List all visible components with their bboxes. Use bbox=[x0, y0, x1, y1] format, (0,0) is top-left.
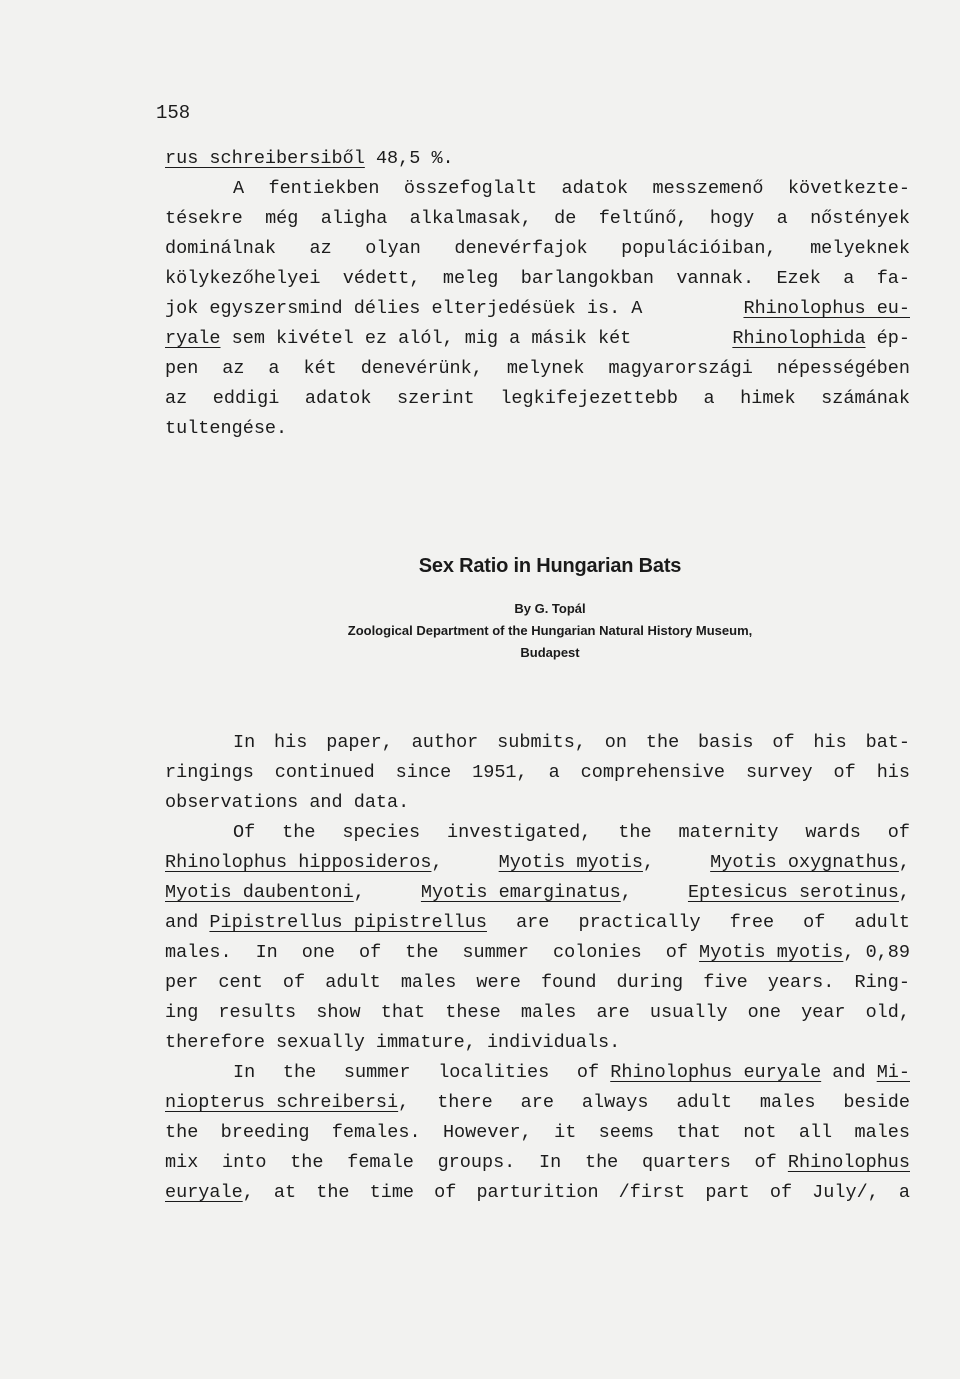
text-line: tésekre még aligha alkalmasak, de feltűnő, hogy a nőstények bbox=[165, 208, 910, 229]
article-city: Budapest bbox=[520, 645, 580, 660]
text-line: ringings continued since 1951, a comprehensive survey of his bbox=[165, 762, 910, 783]
text-line: Myotis daubentoni, Myotis emarginatus, Eptesicus serotinus, bbox=[165, 882, 910, 903]
page-number: 158 bbox=[156, 102, 191, 124]
text-line: euryale , at the time of parturition /first part of July/, a bbox=[165, 1178, 910, 1208]
hungarian-paragraph bbox=[165, 144, 910, 444]
species-name: Myotis daubentoni bbox=[165, 882, 354, 903]
text-line: Rhinolophus hipposideros, Myotis myotis, Myotis oxygnathus, bbox=[165, 852, 910, 873]
species-name: Rhinolophus eu- bbox=[743, 298, 910, 319]
species-name: Myotis myotis bbox=[498, 852, 643, 873]
article-title: Sex Ratio in Hungarian Bats bbox=[418, 555, 682, 577]
species-name: rus schreibersiből bbox=[165, 148, 365, 169]
species-name: Myotis emarginatus bbox=[420, 882, 621, 903]
text-line: per cent of adult males were found during five years. Ring- bbox=[165, 972, 910, 993]
text-line: therefore sexually immature, individuals. bbox=[165, 1032, 621, 1053]
text-line: pen az a két denevérünk, melynek magyarországi népességében bbox=[165, 358, 910, 379]
species-name: Myotis myotis bbox=[699, 942, 844, 963]
text-line: Of the species investigated, the maternity wards of bbox=[233, 822, 910, 843]
text-line: the breeding females. However, it seems that not all males bbox=[165, 1122, 910, 1143]
species-name: Myotis oxygnathus bbox=[710, 852, 899, 873]
text-line: az eddigi adatok szerint legkifejezettebb a himek számának bbox=[165, 388, 910, 409]
text-line: and Pipistrellus pipistrellus are practically free of adult bbox=[165, 908, 910, 938]
species-name: Eptesicus serotinus bbox=[687, 882, 899, 903]
species-name: euryale bbox=[165, 1182, 243, 1203]
text-line: niopterus schreibersi , there are always adult males beside bbox=[165, 1088, 910, 1118]
species-name: Rhinolophus euryale bbox=[610, 1062, 822, 1083]
text-line: observations and data. bbox=[165, 792, 410, 813]
species-name: Mi- bbox=[876, 1062, 910, 1083]
species-name: Rhinolophus bbox=[787, 1152, 910, 1173]
article-affiliation: Zoological Department of the Hungarian Natural History Museum, bbox=[347, 623, 753, 638]
species-name: ryale bbox=[165, 328, 221, 349]
text-line: A fentiekben összefoglalt adatok messzemenő következte- bbox=[233, 178, 910, 199]
text-line: In the summer localities of Rhinolophus euryale and Mi- bbox=[165, 1058, 910, 1088]
species-name: Pipistrellus pipistrellus bbox=[209, 912, 487, 933]
text-line: males. In one of the summer colonies of Myotis myotis , 0,89 bbox=[165, 938, 910, 968]
text-line: dominálnak az olyan denevérfajok populációiban, melyeknek bbox=[165, 238, 910, 259]
text-line: In his paper, author submits, on the basis of his bat- bbox=[233, 732, 910, 753]
text-line: kölykezőhelyei védett, meleg barlangokban vannak. Ezek a fa- bbox=[165, 268, 910, 289]
english-abstract bbox=[165, 728, 910, 1208]
text-line: mix into the female groups. In the quarters of Rhinolophus bbox=[165, 1148, 910, 1178]
text-line: tultengése. bbox=[165, 418, 288, 439]
species-name: Rhinolophus hipposideros bbox=[165, 852, 432, 873]
article-author: By G. Topál bbox=[514, 601, 586, 616]
text-line: ryale sem kivétel ez alól, mig a másik két Rhinolophida ép- bbox=[165, 324, 910, 354]
text-line: jok egyszersmind délies elterjedésüek is. A Rhinolophus eu- bbox=[165, 294, 910, 324]
species-name: Rhinolophida bbox=[732, 328, 866, 349]
text-line: rus schreibersiből 48,5 %. bbox=[165, 148, 454, 169]
text-line: ing results show that these males are usually one year old, bbox=[165, 1002, 910, 1023]
species-name: niopterus schreibersi bbox=[165, 1092, 399, 1113]
